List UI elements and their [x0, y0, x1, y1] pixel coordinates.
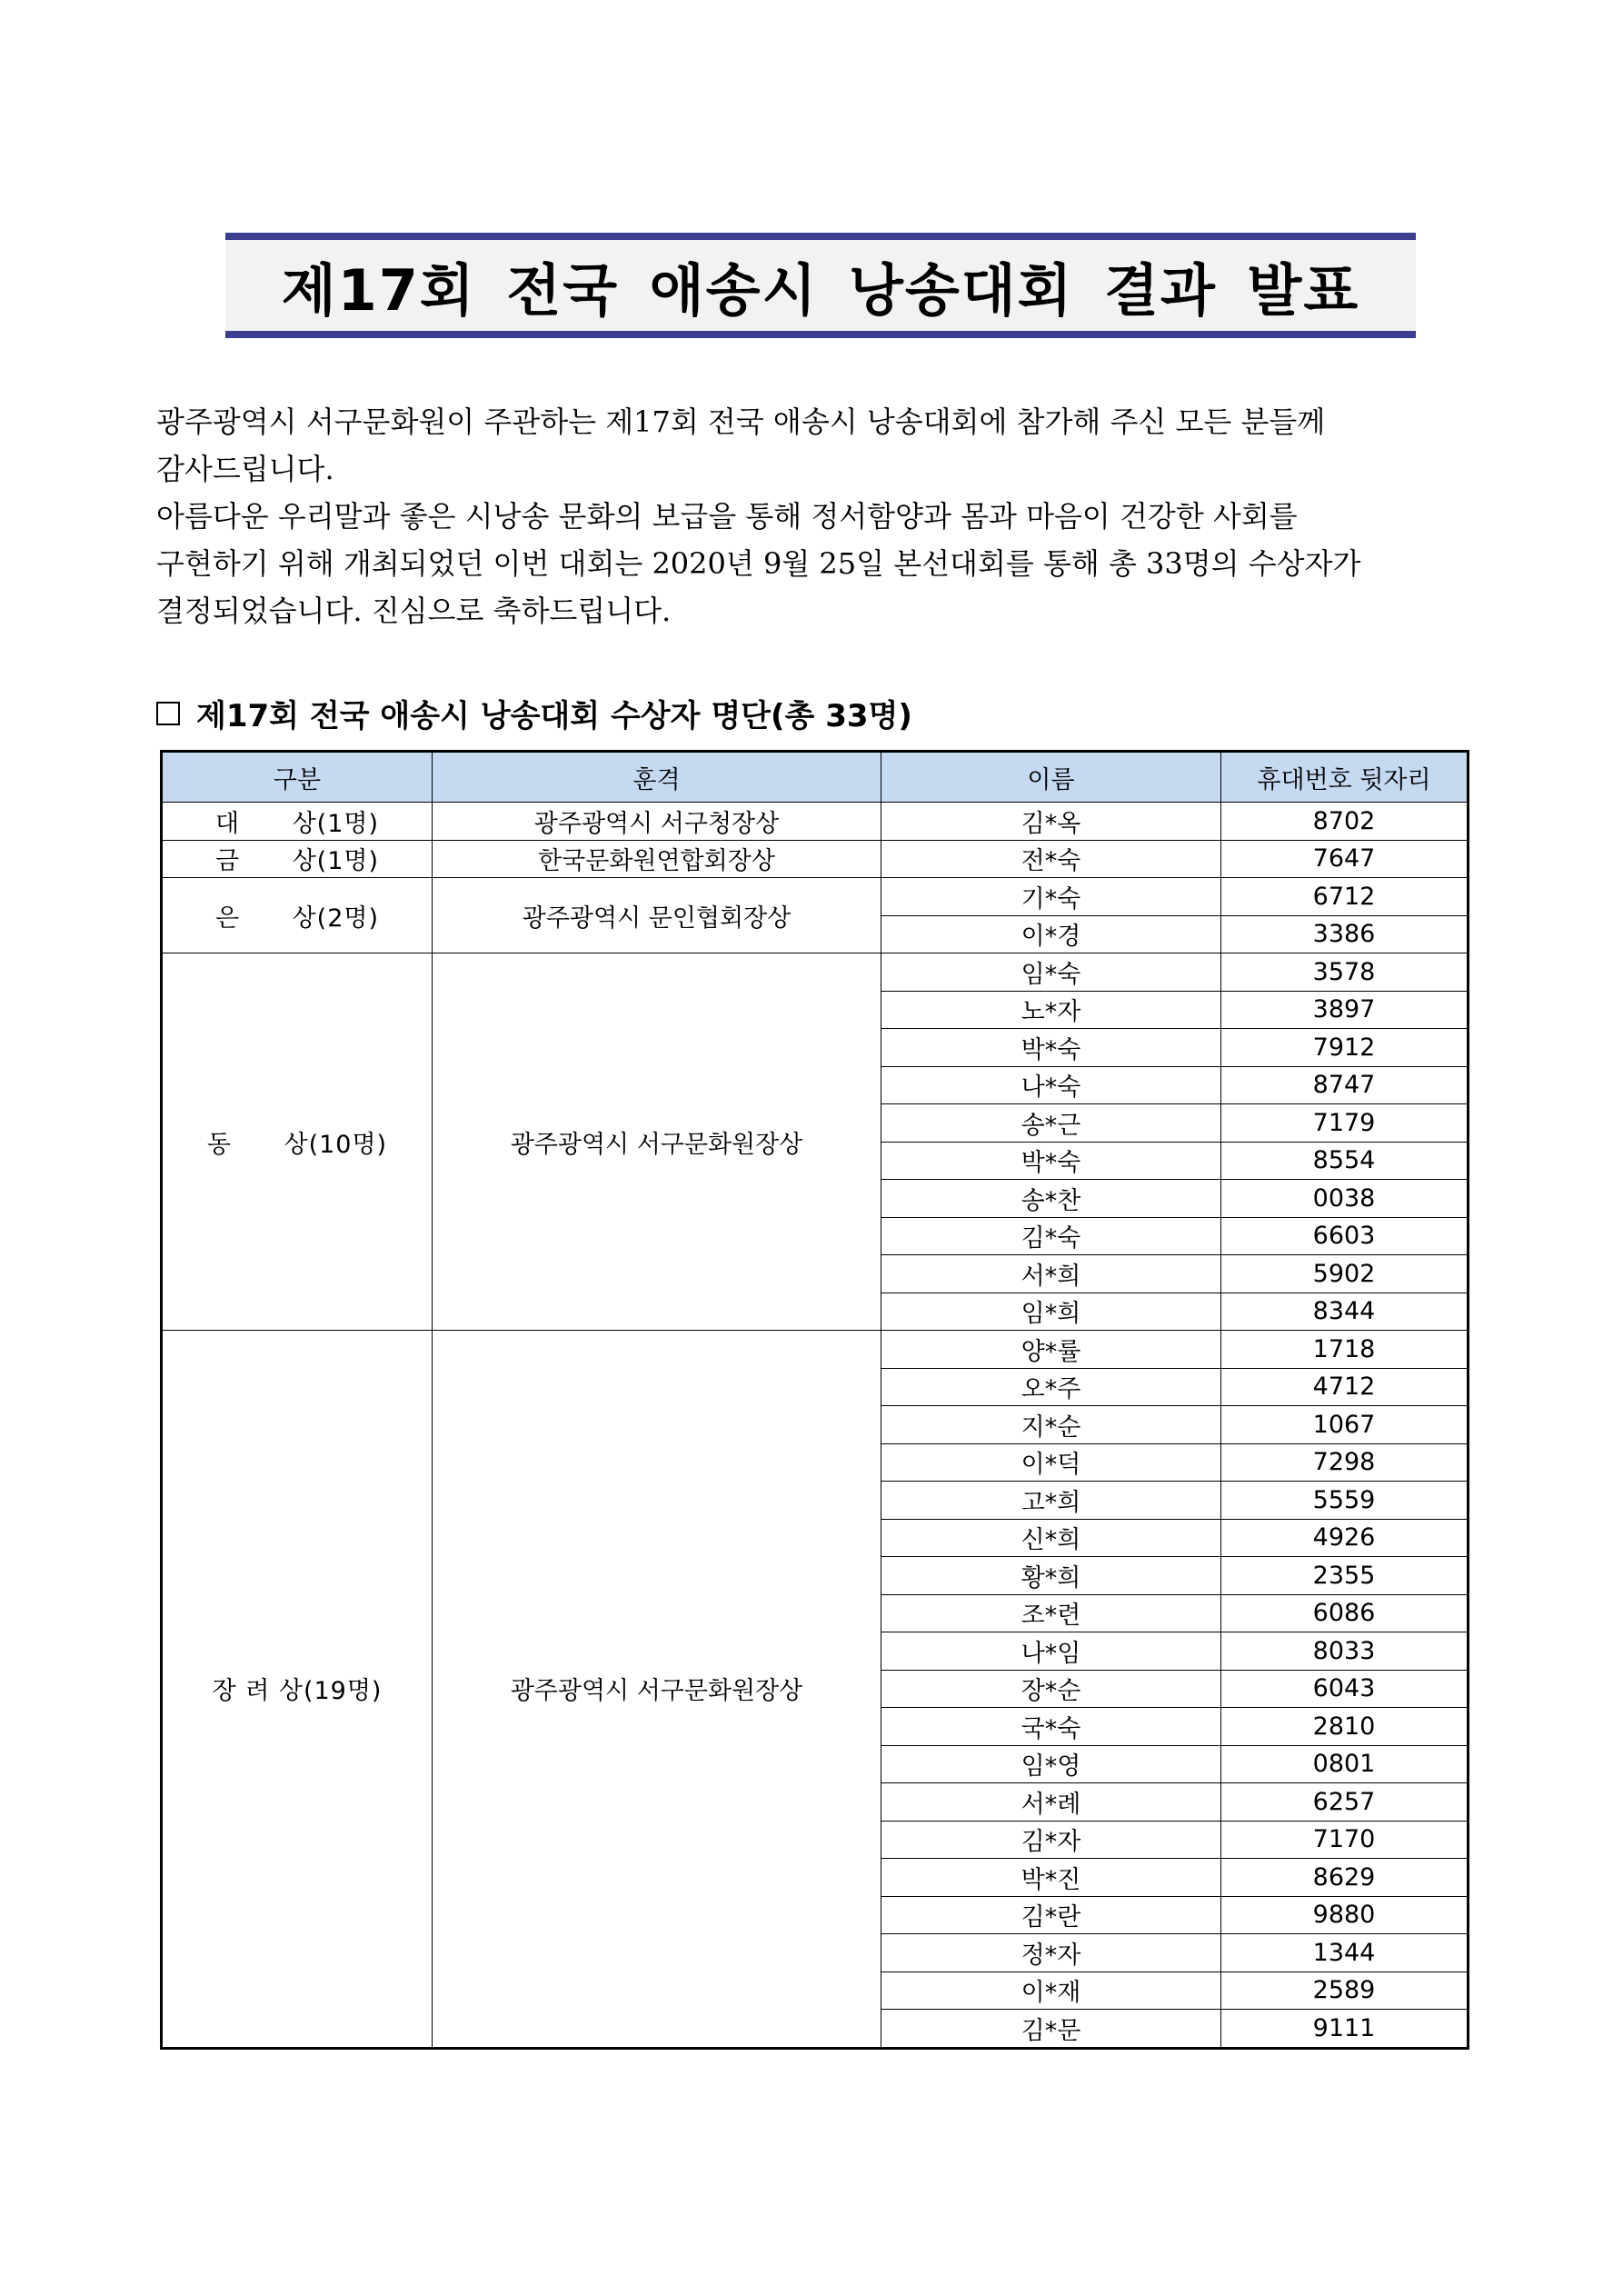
phone-cell: 6603 — [1221, 1217, 1469, 1255]
grade-cell: 은 상(2명) — [162, 878, 433, 953]
phone-cell: 3386 — [1221, 915, 1469, 953]
award-cell: 광주광역시 문인협회장상 — [433, 878, 881, 953]
phone-cell: 7179 — [1221, 1104, 1469, 1143]
name-cell: 국*숙 — [881, 1708, 1221, 1746]
awards-table — [160, 750, 1469, 2050]
phone-cell: 1067 — [1221, 1406, 1469, 1444]
checkbox-icon — [156, 702, 180, 725]
award-cell: 광주광역시 서구문화원장상 — [433, 1331, 881, 2049]
name-cell: 정*자 — [881, 1934, 1221, 1972]
title-banner — [225, 233, 1416, 338]
phone-cell: 8747 — [1221, 1066, 1469, 1104]
header-award: 훈격 — [433, 752, 881, 803]
name-cell: 서*희 — [881, 1255, 1221, 1293]
name-cell: 지*순 — [881, 1406, 1221, 1444]
intro-line: 결정되었습니다. 진심으로 축하드립니다. — [156, 594, 672, 628]
intro-line: 구현하기 위해 개최되었던 이번 대회는 2020년 9월 25일 본선대회를 통해 총 33명의 수상자가 — [156, 546, 1361, 581]
phone-cell: 3578 — [1221, 953, 1469, 992]
phone-cell: 4926 — [1221, 1519, 1469, 1557]
name-cell: 노*자 — [881, 991, 1221, 1029]
intro-line: 아름다운 우리말과 좋은 시낭송 문화의 보급을 통해 정서함양과 몸과 마음이 건강한 사회를 — [156, 499, 1298, 534]
award-cell: 광주광역시 서구청장상 — [433, 803, 881, 841]
name-cell: 고*희 — [881, 1482, 1221, 1520]
name-cell: 박*숙 — [881, 1029, 1221, 1067]
phone-cell: 8554 — [1221, 1142, 1469, 1180]
name-cell: 이*경 — [881, 915, 1221, 953]
name-cell: 박*진 — [881, 1859, 1221, 1897]
header-grade: 구분 — [162, 752, 433, 803]
table-row — [162, 1331, 1469, 1369]
phone-cell: 5559 — [1221, 1482, 1469, 1520]
name-cell: 김*숙 — [881, 1217, 1221, 1255]
table-row — [162, 803, 1469, 841]
name-cell: 양*률 — [881, 1331, 1221, 1369]
phone-cell: 7912 — [1221, 1029, 1469, 1067]
name-cell: 나*숙 — [881, 1066, 1221, 1104]
award-cell: 광주광역시 서구문화원장상 — [433, 953, 881, 1331]
name-cell: 박*숙 — [881, 1142, 1221, 1180]
phone-cell: 2355 — [1221, 1557, 1469, 1595]
table-header-row — [162, 752, 1469, 803]
name-cell: 이*덕 — [881, 1443, 1221, 1482]
name-cell: 오*주 — [881, 1368, 1221, 1406]
phone-cell: 1344 — [1221, 1934, 1469, 1972]
phone-cell: 8629 — [1221, 1859, 1469, 1897]
table-row — [162, 840, 1469, 878]
name-cell: 임*희 — [881, 1293, 1221, 1331]
name-cell: 나*임 — [881, 1632, 1221, 1671]
phone-cell: 6043 — [1221, 1670, 1469, 1708]
table-row — [162, 953, 1469, 992]
name-cell: 송*근 — [881, 1104, 1221, 1143]
header-phone: 휴대번호 뒷자리 — [1221, 752, 1469, 803]
phone-cell: 6086 — [1221, 1594, 1469, 1632]
phone-cell: 5902 — [1221, 1255, 1469, 1293]
phone-cell: 9880 — [1221, 1896, 1469, 1934]
page-title: 제17회 전국 애송시 낭송대회 결과 발표 — [281, 256, 1360, 324]
name-cell: 김*란 — [881, 1896, 1221, 1934]
intro-line: 감사드립니다. — [156, 452, 334, 486]
name-cell: 김*옥 — [881, 803, 1221, 841]
name-cell: 임*숙 — [881, 953, 1221, 992]
phone-cell: 7170 — [1221, 1821, 1469, 1859]
grade-cell: 장 려 상(19명) — [162, 1331, 433, 2049]
section-heading — [156, 691, 912, 735]
phone-cell: 7647 — [1221, 840, 1469, 878]
table-row — [162, 878, 1469, 916]
grade-cell: 금 상(1명) — [162, 840, 433, 878]
name-cell: 김*문 — [881, 2010, 1221, 2049]
name-cell: 임*영 — [881, 1745, 1221, 1783]
name-cell: 전*숙 — [881, 840, 1221, 878]
phone-cell: 2810 — [1221, 1708, 1469, 1746]
intro-text — [156, 398, 1492, 634]
name-cell: 이*재 — [881, 1972, 1221, 2010]
phone-cell: 0038 — [1221, 1180, 1469, 1218]
phone-cell: 8702 — [1221, 803, 1469, 841]
intro-line: 광주광역시 서구문화원이 주관하는 제17회 전국 애송시 낭송대회에 참가해 주신 모든 분들께 — [156, 404, 1326, 439]
name-cell: 신*희 — [881, 1519, 1221, 1557]
name-cell: 김*자 — [881, 1821, 1221, 1859]
grade-cell: 대 상(1명) — [162, 803, 433, 841]
phone-cell: 8344 — [1221, 1293, 1469, 1331]
phone-cell: 0801 — [1221, 1745, 1469, 1783]
phone-cell: 6712 — [1221, 878, 1469, 916]
phone-cell: 6257 — [1221, 1783, 1469, 1822]
award-cell: 한국문화원연합회장상 — [433, 840, 881, 878]
phone-cell: 8033 — [1221, 1632, 1469, 1671]
grade-cell: 동 상(10명) — [162, 953, 433, 1331]
name-cell: 장*순 — [881, 1670, 1221, 1708]
name-cell: 황*희 — [881, 1557, 1221, 1595]
name-cell: 송*찬 — [881, 1180, 1221, 1218]
phone-cell: 3897 — [1221, 991, 1469, 1029]
table-body — [162, 803, 1469, 2049]
phone-cell: 1718 — [1221, 1331, 1469, 1369]
header-name: 이름 — [881, 752, 1221, 803]
phone-cell: 4712 — [1221, 1368, 1469, 1406]
phone-cell: 9111 — [1221, 2010, 1469, 2049]
section-title: 제17회 전국 애송시 낭송대회 수상자 명단(총 33명) — [196, 698, 912, 734]
phone-cell: 2589 — [1221, 1972, 1469, 2010]
name-cell: 기*숙 — [881, 878, 1221, 916]
phone-cell: 7298 — [1221, 1443, 1469, 1482]
name-cell: 조*련 — [881, 1594, 1221, 1632]
name-cell: 서*례 — [881, 1783, 1221, 1822]
